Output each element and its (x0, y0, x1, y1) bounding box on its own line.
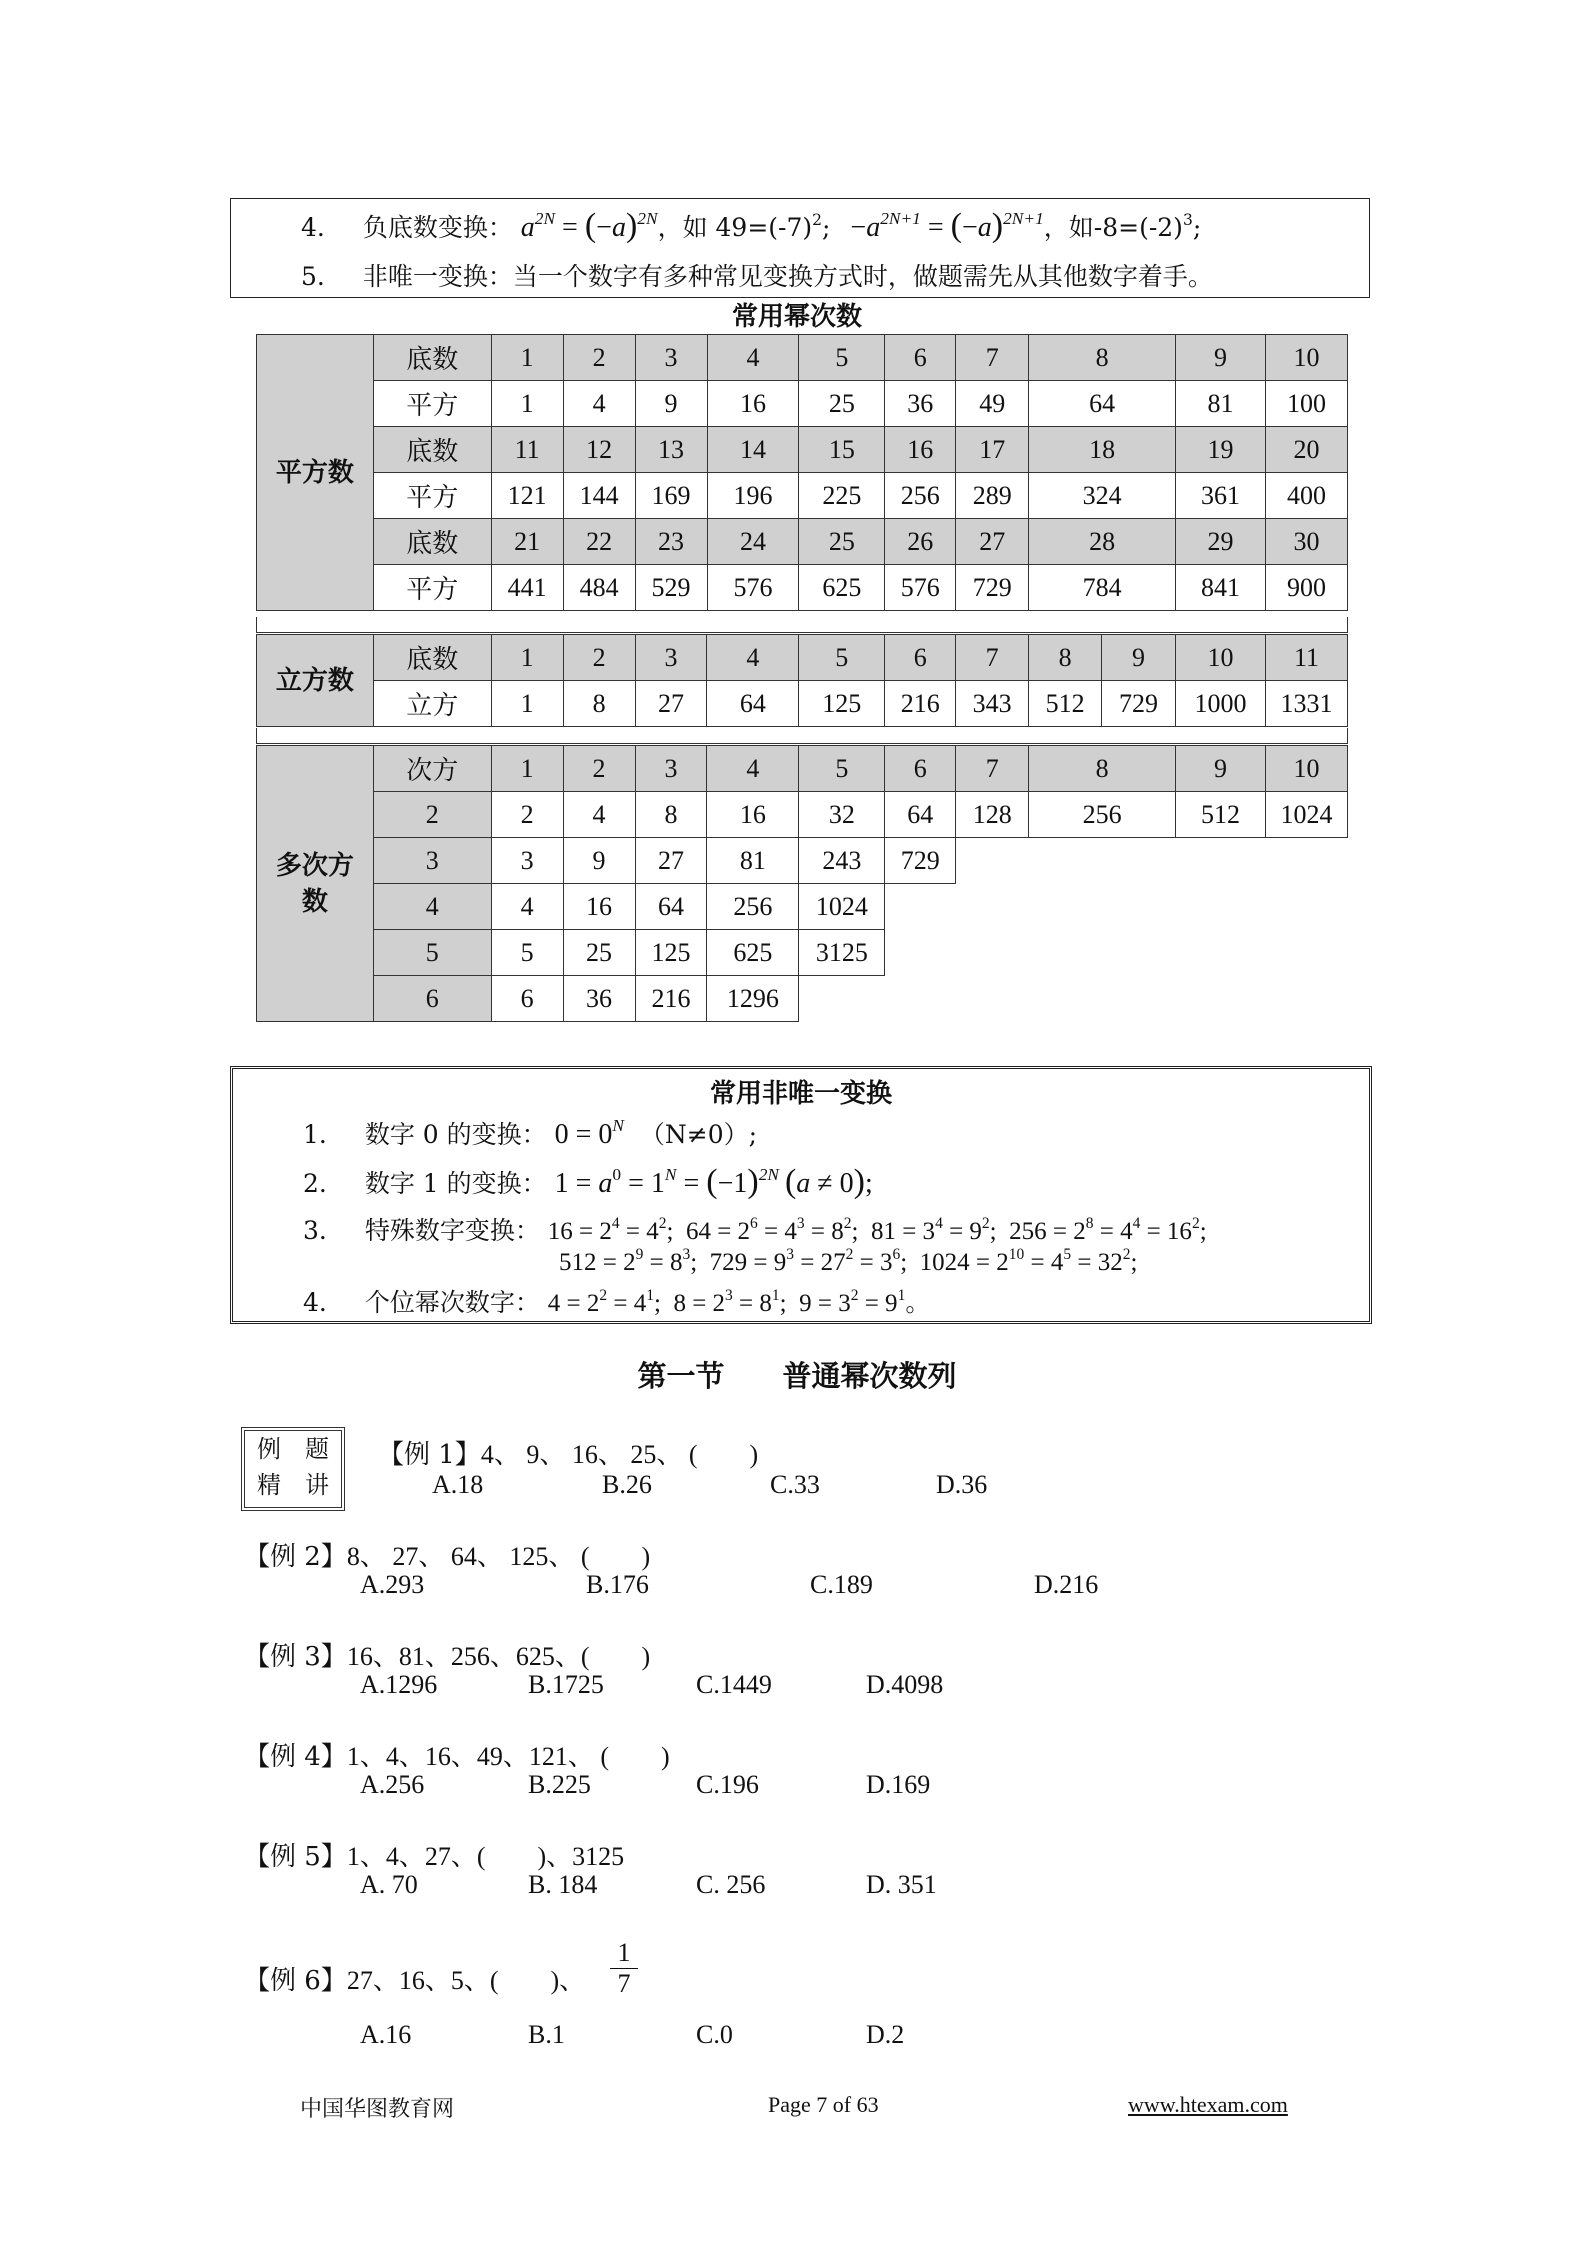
table-cell: 27 (635, 681, 707, 727)
table-cell: 784 (1029, 565, 1176, 611)
special-numbers-line-2: $512 = 2^9 = 8^3$; $729 = 9^3 = 27^2 = 3^6$; $1024 = 2^{10} = 4^5 = 32^2$; (559, 1246, 1138, 1276)
table-cell: 17 (956, 427, 1029, 473)
question-stem: 27、16、5、( )、 (346, 1966, 586, 1995)
table-cell: 81 (707, 838, 799, 884)
table-cell: 625 (707, 930, 799, 976)
item-label: 个位幂次数字： (364, 1288, 540, 1317)
option-a[interactable]: A. 70 (360, 1870, 418, 1899)
option-d[interactable]: D.216 (1034, 1570, 1099, 1599)
table-cell: 15 (799, 427, 885, 473)
table-cell: 3125 (799, 930, 885, 976)
option-c[interactable]: C.1449 (696, 1670, 772, 1699)
table-cell: 8 (1029, 635, 1102, 681)
base-label: 底数 (373, 335, 491, 381)
table-cell: 27 (956, 519, 1029, 565)
table-cell: 18 (1029, 427, 1176, 473)
nonunique-item-3-cont (559, 1247, 1137, 1277)
table-cell: 9 (1176, 335, 1266, 381)
table-cell: 14 (707, 427, 799, 473)
fraction-numerator: 1 (617, 1938, 631, 1967)
question-stem: 1、4、27、( )、3125 (346, 1842, 625, 1871)
table-cell: 169 (635, 473, 707, 519)
table-cell: 3 (635, 335, 707, 381)
table-cell: 1 (491, 635, 563, 681)
table-cell: 4 (707, 335, 799, 381)
table-cell: 19 (1176, 427, 1266, 473)
table-cell: 289 (956, 473, 1029, 519)
table-cell: 7 (956, 635, 1029, 681)
table-cell: 9 (1102, 635, 1176, 681)
question-5 (244, 1836, 624, 1873)
table-cell: 576 (885, 565, 956, 611)
table-cell: 20 (1265, 427, 1347, 473)
table-cell: 256 (707, 884, 799, 930)
table-cell: 16 (707, 792, 799, 838)
table-cell: 49 (956, 381, 1029, 427)
question-label: 【例 6】 (244, 1966, 347, 1996)
option-b[interactable]: B. 184 (528, 1870, 598, 1899)
table-cell: 36 (885, 381, 956, 427)
option-a[interactable]: A.1296 (360, 1670, 438, 1699)
table-cell: 22 (563, 519, 635, 565)
table-cell: 9 (635, 381, 707, 427)
table-cell: 6 (885, 335, 956, 381)
option-d[interactable]: D.2 (866, 2020, 905, 2049)
table-cell: 8 (1029, 746, 1176, 792)
table-cell: 1 (491, 746, 563, 792)
question-4 (244, 1736, 670, 1773)
table-cell: 4 (707, 746, 799, 792)
table-cell: 10 (1265, 335, 1347, 381)
table-cell: 1024 (799, 884, 885, 930)
empty-cell (956, 838, 1348, 884)
table-cell: 729 (956, 565, 1029, 611)
question-1 (378, 1434, 758, 1471)
item-label: 特殊数字变换： (364, 1216, 540, 1245)
table-cell: 6 (491, 976, 563, 1022)
option-c[interactable]: C.196 (696, 1770, 759, 1799)
question-label: 【例 2】 (244, 1542, 347, 1572)
table-cell: 23 (635, 519, 707, 565)
table-cell: 1 (491, 335, 563, 381)
table-cell: 16 (885, 427, 956, 473)
table-cell: 216 (635, 976, 707, 1022)
footer-url-link[interactable]: www.htexam.com (1128, 2092, 1288, 2117)
squares-table (256, 334, 1348, 611)
square-label: 平方 (373, 565, 491, 611)
table-separator (256, 617, 1348, 633)
table-cell: 21 (491, 519, 563, 565)
footer-page-number: Page 7 of 63 (768, 2092, 879, 2117)
question-label: 【例 3】 (244, 1642, 347, 1672)
table-cell: 1 (491, 381, 563, 427)
empty-cell (799, 976, 1348, 1022)
table-cell: 12 (563, 427, 635, 473)
option-d[interactable]: D.36 (936, 1470, 988, 1499)
table-cell: 3 (635, 746, 707, 792)
table-cell: 29 (1176, 519, 1266, 565)
table-cell: 9 (1176, 746, 1266, 792)
option-b[interactable]: B.225 (528, 1770, 591, 1799)
squares-section-label: 平方数 (257, 335, 374, 611)
section-title: 第一节 普通幂次数列 (637, 1359, 957, 1393)
table-cell: 225 (799, 473, 885, 519)
table-cell: 512 (1176, 792, 1266, 838)
example-tag: 例 题 精 讲 (244, 1430, 342, 1508)
table-cell: 1000 (1176, 681, 1266, 727)
formula-one: $1 = a^0 = 1^N = (-1)^{2N}$ (a ≠ 0); (554, 1163, 873, 1200)
table-cell: 256 (1029, 792, 1176, 838)
table-cell: 8 (635, 792, 707, 838)
rules-box (230, 198, 1370, 298)
table-cell: 121 (491, 473, 563, 519)
table-cell: 10 (1176, 635, 1266, 681)
option-a[interactable]: A.18 (432, 1470, 484, 1499)
question-stem: 8、 27、 64、 125、 ( ) (346, 1542, 651, 1571)
table-cell: 7 (956, 746, 1029, 792)
table-cell: 2 (373, 792, 491, 838)
option-a[interactable]: A.256 (360, 1770, 425, 1799)
table-cell: 729 (1102, 681, 1176, 727)
table-cell: 25 (799, 381, 885, 427)
table-cell: 28 (1029, 519, 1176, 565)
rule-4-example-2: ，如$-8=(-2)^3$; (1043, 211, 1202, 242)
table-cell: 10 (1265, 746, 1347, 792)
table-cell: 1 (491, 681, 563, 727)
table-cell: 36 (563, 976, 635, 1022)
option-d[interactable]: D.4098 (866, 1670, 944, 1699)
table-cell: 361 (1176, 473, 1266, 519)
item-label: 数字 1 的变换： (364, 1169, 547, 1198)
table-cell: 441 (491, 565, 563, 611)
table-cell: 9 (563, 838, 635, 884)
table-cell: 3 (635, 635, 707, 681)
fraction-one-seventh (610, 1938, 638, 1999)
unit-digit-powers: $4 = 2^2 = 4^1$; $8 = 2^3 = 8^1$; $9 = 3^2 = 9^1$。 (547, 1287, 931, 1317)
item-label: 数字 0 的变换： (364, 1120, 547, 1149)
base-label: 底数 (373, 427, 491, 473)
table-cell: 25 (563, 930, 635, 976)
table-cell: 64 (635, 884, 707, 930)
table-cell: 128 (956, 792, 1029, 838)
option-a[interactable]: A.293 (360, 1570, 425, 1599)
question-stem: 16、81、256、625、( ) (346, 1642, 651, 1671)
base-label: 底数 (373, 635, 491, 681)
formula-zero: $0 = 0^N$ (554, 1115, 624, 1150)
table-cell: 484 (563, 565, 635, 611)
table-cell: 3 (491, 838, 563, 884)
option-b[interactable]: B.26 (602, 1470, 652, 1499)
question-stem: 4、 9、 16、 25、 ( ) (480, 1440, 759, 1469)
table-cell: 324 (1029, 473, 1176, 519)
rule-4-example-1: ，如 $49=(-7)^2$; (657, 211, 831, 242)
question-label: 【例 5】 (244, 1842, 347, 1872)
table-cell: 100 (1265, 381, 1347, 427)
table-cell: 64 (1029, 381, 1176, 427)
option-c[interactable]: C.33 (770, 1470, 820, 1499)
table-cell: 6 (885, 746, 956, 792)
table-cell: 144 (563, 473, 635, 519)
table-cell: 7 (956, 335, 1029, 381)
table-cell: 4 (563, 381, 635, 427)
cube-label: 立方 (373, 681, 491, 727)
table-cell: 512 (1029, 681, 1102, 727)
table-cell: 8 (1029, 335, 1176, 381)
table-cell: 343 (956, 681, 1029, 727)
nonunique-item-1: 1. 数字 0 的变换： $0 = 0^N$ （N≠0）; (303, 1115, 758, 1150)
option-b[interactable]: B.176 (586, 1570, 649, 1599)
option-b[interactable]: B.1725 (528, 1670, 604, 1699)
option-b[interactable]: B.1 (528, 2020, 565, 2049)
table-cell: 243 (799, 838, 885, 884)
square-label: 平方 (373, 381, 491, 427)
table-cell: 6 (373, 976, 491, 1022)
table-cell: 1024 (1265, 792, 1347, 838)
table-cell: 3 (373, 838, 491, 884)
option-c[interactable]: C.189 (810, 1570, 873, 1599)
table-cell: 1296 (707, 976, 799, 1022)
rule-4-formula-1: $a^{2N} = (-a)^{2N}$ (520, 207, 658, 244)
nonunique-item-4: 4. 个位幂次数字： $4 = 2^2 = 4^1$; $8 = 2^3 = 8^1$; $9 = 3^2 = 9^1$。 (303, 1287, 931, 1317)
table-cell: 30 (1265, 519, 1347, 565)
table-cell: 81 (1176, 381, 1266, 427)
table-cell: 2 (563, 635, 635, 681)
table-cell: 529 (635, 565, 707, 611)
rule-4-formula-2: $-a^{2N+1} = (-a)^{2N+1}$ (850, 207, 1044, 244)
rule-4 (301, 207, 1201, 245)
table-cell: 2 (563, 746, 635, 792)
table-cell: 900 (1265, 565, 1347, 611)
base-label: 底数 (373, 519, 491, 565)
cubes-table (256, 634, 1348, 727)
table-cell: 11 (1265, 635, 1347, 681)
table-cell: 25 (799, 519, 885, 565)
empty-cell (885, 930, 1348, 976)
table-cell: 2 (491, 792, 563, 838)
table-cell: 216 (885, 681, 956, 727)
table-cell: 576 (707, 565, 799, 611)
power-label: 次方 (373, 746, 491, 792)
multi-power-table (256, 745, 1348, 1022)
rule-4-label: 负底数变换： (362, 213, 513, 242)
table-cell: 841 (1176, 565, 1266, 611)
nonunique-item-2: 2. 数字 1 的变换： $1 = a^0 = 1^N = (-1)^{2N}$ (a ≠ 0); (303, 1163, 873, 1200)
table-cell: 5 (799, 335, 885, 381)
fraction-denominator: 7 (610, 1968, 638, 1999)
table-cell: 13 (635, 427, 707, 473)
table-cell: 6 (885, 635, 956, 681)
table-cell: 4 (563, 792, 635, 838)
table-cell: 5 (799, 635, 885, 681)
option-c[interactable]: C. 256 (696, 1870, 766, 1899)
table-cell: 64 (885, 792, 956, 838)
square-label: 平方 (373, 473, 491, 519)
table-cell: 400 (1265, 473, 1347, 519)
table-cell: 2 (563, 335, 635, 381)
rule-5 (301, 257, 1213, 293)
rule-4-number: 4. (301, 213, 325, 242)
question-6 (244, 1960, 585, 1997)
table-cell: 625 (799, 565, 885, 611)
table-cell: 4 (373, 884, 491, 930)
table-cell: 729 (885, 838, 956, 884)
question-2 (244, 1536, 650, 1573)
table-cell: 125 (799, 681, 885, 727)
special-numbers-line-1: $16 = 2^4 = 4^2$; $64 = 2^6 = 4^3 = 8^2$; $81 = 3^4 = 9^2$; $256 = 2^8 = 4^4 = 16^2$; (547, 1215, 1207, 1245)
table-cell: 196 (707, 473, 799, 519)
table-cell: 4 (707, 635, 799, 681)
table-cell: 4 (491, 884, 563, 930)
table-cell: 125 (635, 930, 707, 976)
table-cell: 16 (707, 381, 799, 427)
rule-5-number: 5. (301, 262, 325, 291)
option-a[interactable]: A.16 (360, 2020, 412, 2049)
option-d[interactable]: D. 351 (866, 1870, 937, 1899)
option-c[interactable]: C.0 (696, 2020, 733, 2049)
empty-cell (885, 884, 1348, 930)
table-cell: 26 (885, 519, 956, 565)
nonunique-item-3: 3. 特殊数字变换： $16 = 2^4 = 4^2$; $64 = 2^6 = 4^3 = 8^2$; $81 = 3^4 = 9^2$; $256 = 2^8 = 4^4 = 16^2$; (303, 1215, 1207, 1245)
table-cell: 64 (707, 681, 799, 727)
table-cell: 16 (563, 884, 635, 930)
rule-5-text: 非唯一变换：当一个数字有多种常见变换方式时，做题需先从其他数字着手。 (362, 262, 1213, 291)
table-cell: 24 (707, 519, 799, 565)
power-table-title: 常用幂次数 (731, 302, 862, 332)
cubes-section-label: 立方数 (257, 635, 374, 727)
footer-site-name: 中国华图教育网 (300, 2097, 455, 2122)
table-cell: 1331 (1265, 681, 1347, 727)
table-cell: 5 (491, 930, 563, 976)
nonunique-box (230, 1066, 1372, 1324)
table-cell: 8 (563, 681, 635, 727)
table-cell: 11 (491, 427, 563, 473)
option-d[interactable]: D.169 (866, 1770, 931, 1799)
table-cell: 256 (885, 473, 956, 519)
table-cell: 32 (799, 792, 885, 838)
table-separator (256, 728, 1348, 744)
question-label: 【例 4】 (244, 1742, 347, 1772)
question-stem: 1、4、16、49、121、 ( ) (346, 1742, 670, 1771)
table-cell: 27 (635, 838, 707, 884)
nonunique-title: 常用非唯一变换 (709, 1079, 892, 1109)
multi-section-label: 多次方 数 (257, 746, 374, 1022)
question-3 (244, 1636, 650, 1673)
table-cell: 5 (799, 746, 885, 792)
table-cell: 5 (373, 930, 491, 976)
question-label: 【例 1】 (378, 1440, 481, 1470)
